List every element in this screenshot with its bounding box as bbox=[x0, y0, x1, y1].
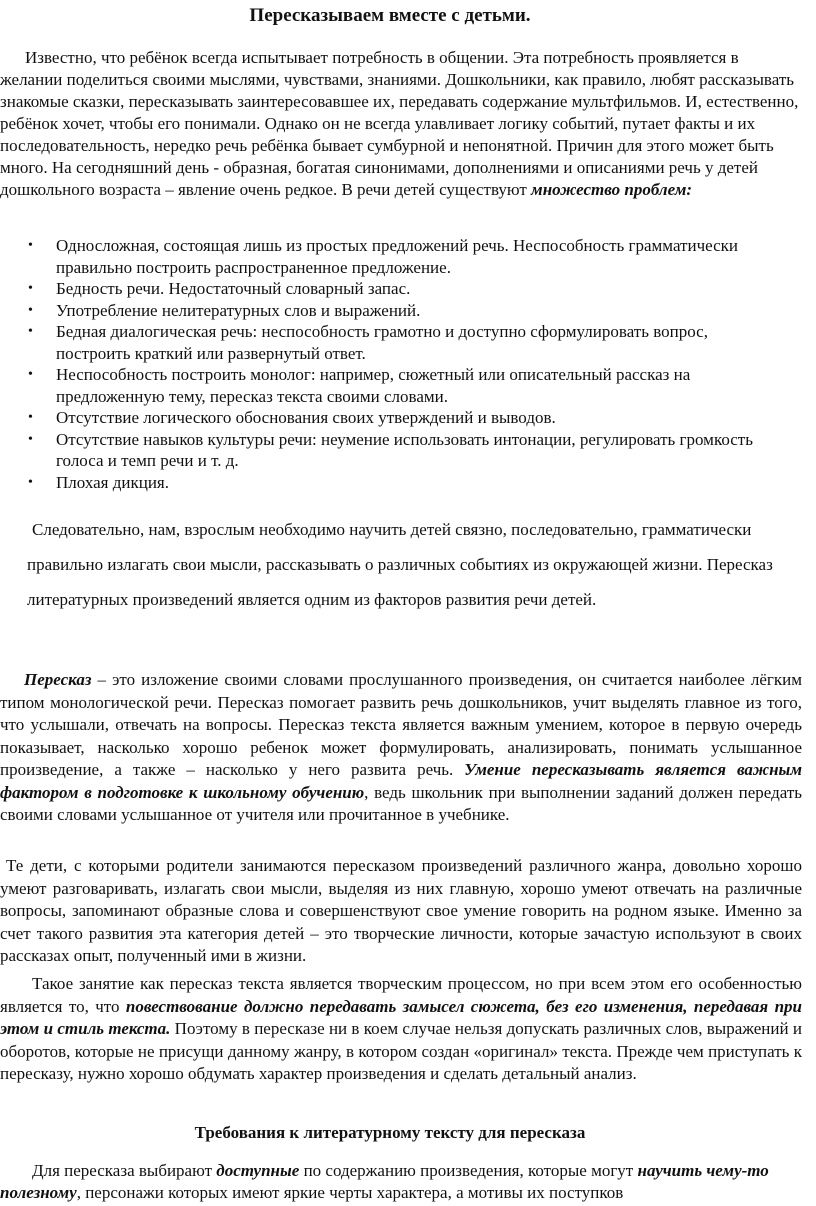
requirements-emphasis-useful: научить чему-то полезному bbox=[0, 1161, 769, 1202]
list-item-text: Односложная, состоящая лишь из простых предложений речь. Неспособность грамматически правильно построить распространенное предложение. bbox=[56, 236, 739, 277]
bullet-icon: • bbox=[28, 324, 33, 339]
list-item bbox=[0, 321, 780, 364]
document-title: Пересказываем вместе с детьми. bbox=[249, 5, 531, 26]
list-item-text: Отсутствие логического обоснования своих утверждений и выводов. bbox=[56, 408, 556, 427]
creative-text-end: Поэтому в пересказе ни в коем случае нельзя допускать различных слов, выражений и оборотов, которые не присущи данному жанру, в котором создан «оригинал» текста. Прежде чем приступать к пересказу, нужно хорошо обдумать характер произведения и сделать детальный анализ. bbox=[0, 1019, 802, 1083]
list-item bbox=[0, 300, 780, 322]
bullet-icon: • bbox=[28, 281, 33, 296]
problems-list bbox=[0, 235, 780, 493]
requirements-text: Для пересказа выбирают bbox=[32, 1161, 217, 1180]
intro-emphasis: множество проблем: bbox=[531, 180, 693, 199]
creative-text: Такое занятие как пересказ текста является творческим процессом, но при всем этом его особенностью является то, что bbox=[0, 974, 802, 1016]
retelling-text-end: , ведь школьник при выполнении заданий должен передать своими словами услышанное от учителя или прочитанное в учебнике. bbox=[0, 782, 803, 824]
retelling-term: Пересказ bbox=[24, 670, 92, 689]
list-item-text: Плохая дикция. bbox=[56, 472, 169, 492]
bullet-icon: • bbox=[28, 367, 33, 382]
creative-paragraph bbox=[0, 973, 802, 1086]
requirements-heading: Требования к литературному тексту для пересказа bbox=[194, 1123, 586, 1142]
list-item-text: Неспособность построить монолог: например, сюжетный или описательный рассказ на предложенную тему, пересказ текста своими словами. bbox=[56, 365, 691, 406]
list-item-text: Отсутствие навыков культуры речи: неумение использовать интонации, регулировать громкость голоса и темп речи и т. д. bbox=[56, 429, 753, 470]
retelling-text: – это изложение своими словами прослушанного произведения, он считается наиболее лёгким типом монологической речи. Пересказ помогает развить речь дошкольников, учит выделять главное из того, что услышали, отвечать на вопросы. Пересказ текста является важным умением, которое в первую очередь показывает, насколько хорошо ребенок может формулировать, анализировать, понимать услышанное произведение, а также – насколько у него развита речь. bbox=[0, 670, 802, 779]
list-item bbox=[0, 472, 780, 494]
list-item-text: Бедная диалогическая речь: неспособность грамотно и доступно сформулировать вопрос, построить краткий или развернутый ответ. bbox=[56, 322, 708, 363]
bullet-icon: • bbox=[28, 238, 33, 253]
intro-paragraph bbox=[0, 47, 802, 201]
retelling-definition-paragraph bbox=[0, 669, 802, 827]
list-item bbox=[0, 407, 780, 429]
bullet-icon: • bbox=[28, 302, 33, 318]
list-item bbox=[0, 235, 780, 278]
requirements-emphasis-accessible: доступные bbox=[216, 1161, 300, 1180]
list-item bbox=[0, 364, 780, 407]
requirements-text-end: , персонажи которых имеют яркие черты характера, а мотивы их поступков bbox=[76, 1183, 624, 1202]
children-paragraph: Те дети, с которыми родители занимаются пересказом произведений различного жанра, довольно хорошо умеют разговаривать, излагать свои мысли, выделяя из них главную, хорошо умеют отвечать на различные вопросы, запоминают образные слова и совершенствуют свое умение говорить на родном языке. Именно за счет такого развития эта категория детей – это творческие личности, которые зачастую используют в своих рассказах опыт, полученный ими в жизни. bbox=[0, 856, 802, 965]
list-item bbox=[0, 429, 780, 472]
requirements-text-mid: по содержанию произведения, которые могут bbox=[299, 1161, 638, 1180]
bullet-icon: • bbox=[28, 410, 33, 425]
list-item-text: Бедность речи. Недостаточный словарный запас. bbox=[56, 279, 411, 298]
bullet-icon: • bbox=[28, 474, 33, 490]
creative-emphasis: повествование должно передавать замысел сюжета, без его изменения, передавая при этом и стиль текста. bbox=[0, 996, 802, 1038]
intro-text: Известно, что ребёнок всегда испытывает потребность в общении. Эта потребность проявляется в желании поделиться своими мыслями, чувствами, знаниями. Дошкольники, как правило, любят рассказывать знакомые сказки, пересказывать заинтересовавшее их, передавать содержание мультфильмов. И, естественно, ребёнок хочет, чтобы его понимали. Однако он не всегда улавливает логику событий, путает факты и их последовательность, нередко речь ребёнка бывает сумбурной и непонятной. Причин для этого может быть много. На сегодняшний день - образная, богатая синонимами, дополнениями и описаниями речь у детей дошкольного возраста – явление очень редкое. В речи детей существуют bbox=[0, 48, 799, 199]
list-item bbox=[0, 278, 780, 300]
requirements-paragraph bbox=[0, 1160, 802, 1204]
bullet-icon: • bbox=[28, 431, 33, 447]
conclusion-paragraph: Следовательно, нам, взрослым необходимо научить детей связно, последовательно, грамматически правильно излагать свои мысли, рассказывать о различных событиях из окружающей жизни. Пересказ литературных произведений является одним из факторов развития речи детей. bbox=[27, 520, 773, 609]
retelling-emphasis: Умение пересказывать является важным фактором в подготовке к школьному обучению bbox=[0, 760, 802, 802]
list-item-text: Употребление нелитературных слов и выражений. bbox=[56, 300, 421, 320]
